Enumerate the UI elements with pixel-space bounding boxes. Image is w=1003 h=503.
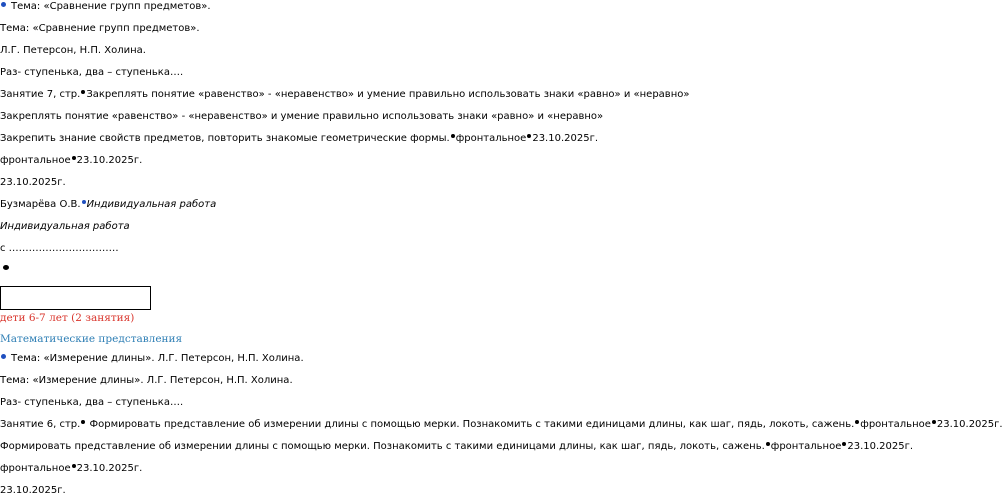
bullet-icon xyxy=(932,420,936,424)
lesson-line: Занятие 6, стр. Формировать представление об измерении длины с помощью мерки. Познакомить с такими единицами длины, как шаг, пядь, локоть, сажень. фронтальное 23.10.2025г. xyxy=(0,419,1003,430)
age-group-label: дети 6-7 лет (2 занятия) xyxy=(0,312,135,324)
bullet-icon xyxy=(81,420,85,424)
bullet-icon xyxy=(842,442,846,446)
bullet-icon xyxy=(451,134,455,138)
form-line: фронтальное 23.10.2025г. xyxy=(0,155,143,166)
goal-line: Формировать представление об измерении длины с помощью мерки. Познакомить с такими единицами длины, как шаг, пядь, локоть, сажень. фронтальное 23.10.2025г. xyxy=(0,441,914,452)
topic-line: Тема: «Измерение длины». Л.Г. Петерсон, Н.П. Холина. xyxy=(0,375,293,386)
lesson-line: Занятие 7, стр. Закреплять понятие «равенство» - «неравенство» и умение правильно использовать знаки «равно» и «неравно» xyxy=(0,89,690,100)
bullet-icon xyxy=(1,2,6,7)
date-line: 23.10.2025г. xyxy=(0,177,66,188)
bullet-icon xyxy=(72,464,76,468)
bullet-icon xyxy=(766,442,770,446)
subject-heading: Математические представления xyxy=(0,333,183,345)
bullet-icon xyxy=(1,354,6,359)
topic-bullet-line: Тема: «Измерение длины». Л.Г. Петерсон, Н.П. Холина. xyxy=(0,353,304,365)
teacher-line: Бузмарёва О.В. Индивидуальная работа xyxy=(0,199,217,210)
individual-work-line: Индивидуальная работа xyxy=(0,221,130,232)
form-line: фронтальное 23.10.2025г. xyxy=(0,463,143,474)
bullet-icon xyxy=(2,265,10,277)
blank-line: с …………………………… xyxy=(0,243,119,254)
topic-line: Тема: «Сравнение групп предметов». xyxy=(0,23,200,34)
authors-line: Л.Г. Петерсон, Н.П. Холина. xyxy=(0,45,146,56)
rhyme-line: Раз- ступенька, два – ступенька…. xyxy=(0,397,184,408)
bullet-icon xyxy=(855,420,859,424)
bullet-icon xyxy=(82,200,86,204)
empty-box xyxy=(0,286,151,310)
date-line: 23.10.2025г. xyxy=(0,485,66,496)
goal-line: Закреплять понятие «равенство» - «неравенство» и умение правильно использовать знаки «равно» и «неравно» xyxy=(0,111,604,122)
topic-bullet-line: Тема: «Сравнение групп предметов». xyxy=(0,1,211,13)
bullet-icon xyxy=(81,90,85,94)
bullet-icon xyxy=(527,134,531,138)
bullet-icon xyxy=(72,156,76,160)
rhyme-line: Раз- ступенька, два – ступенька…. xyxy=(0,67,184,78)
consolidate-line: Закрепить знание свойств предметов, повторить знакомые геометрические формы. фронтальное 23.10.2025г. xyxy=(0,133,599,144)
